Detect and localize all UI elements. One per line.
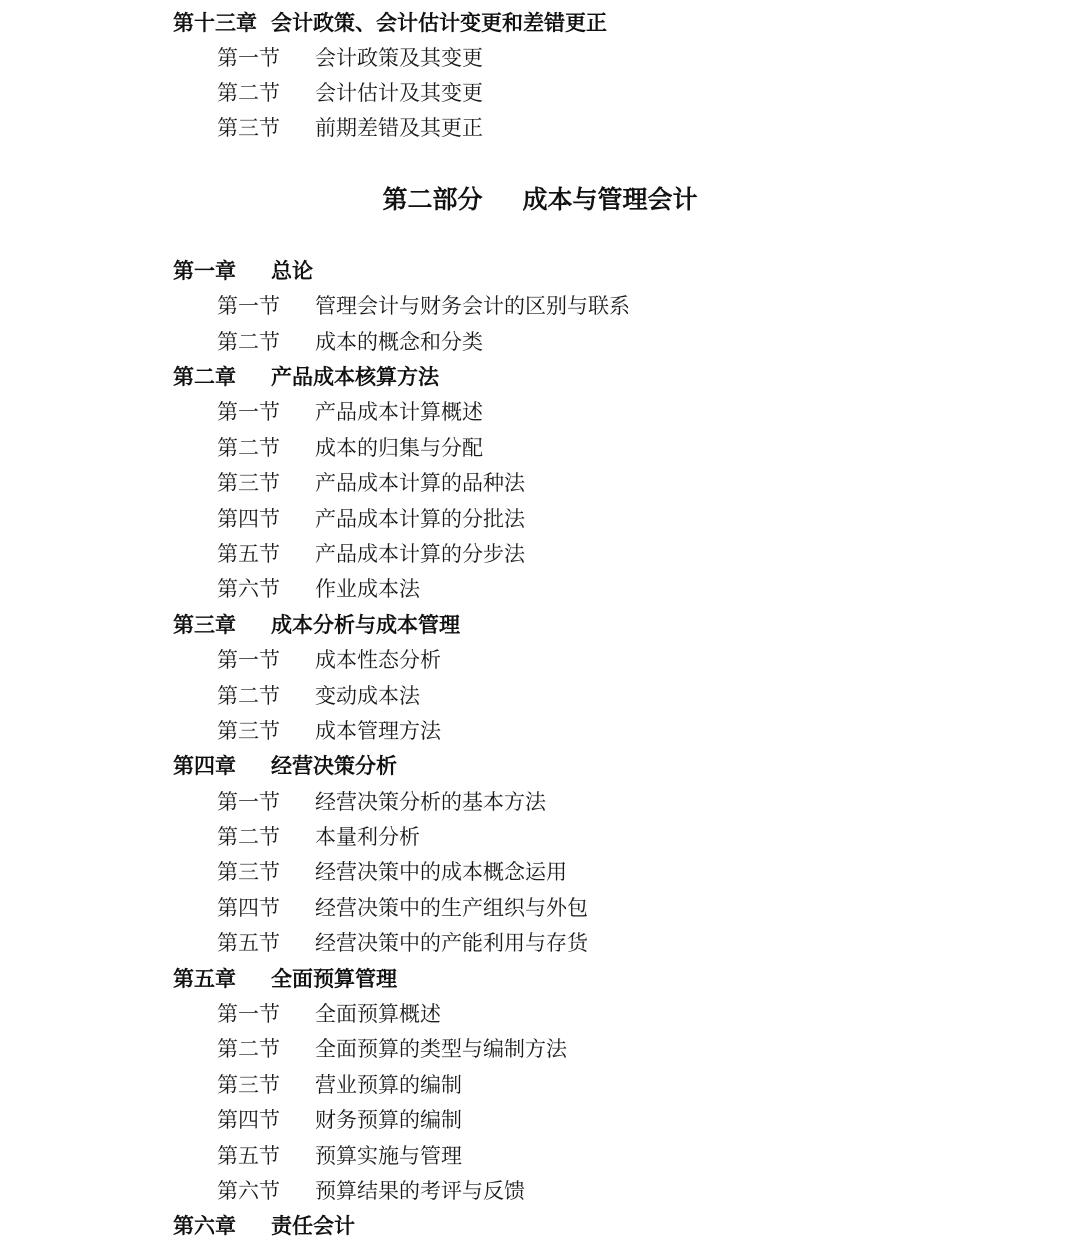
part-number: 第二部分 — [382, 185, 483, 214]
toc-section — [217, 788, 546, 816]
section-title: 营业预算的编制 — [315, 1073, 462, 1097]
toc-section — [217, 1000, 441, 1028]
toc-chapter — [173, 363, 439, 391]
section-title: 全面预算概述 — [315, 1002, 441, 1026]
toc-chapter — [173, 1212, 355, 1240]
toc-section — [217, 328, 483, 356]
toc-section — [217, 1071, 462, 1099]
chapter-title: 产品成本核算方法 — [271, 364, 439, 389]
section-number: 第四节 — [217, 1108, 280, 1132]
chapter-title: 责任会计 — [271, 1213, 355, 1238]
section-title: 产品成本计算的分批法 — [315, 507, 525, 531]
section-title: 成本的归集与分配 — [315, 436, 483, 460]
section-title: 产品成本计算的分步法 — [315, 542, 525, 566]
section-title: 经营决策中的产能利用与存货 — [315, 931, 588, 955]
chapter-title: 经营决策分析 — [271, 753, 397, 778]
chapter-title: 成本分析与成本管理 — [271, 612, 460, 637]
section-number: 第一节 — [217, 46, 280, 70]
toc-chapter — [173, 611, 460, 639]
toc-section — [217, 929, 588, 957]
toc-chapter — [173, 965, 397, 993]
section-number: 第五节 — [217, 931, 280, 955]
section-number: 第三节 — [217, 471, 280, 495]
section-number: 第二节 — [217, 330, 280, 354]
toc-section — [217, 292, 630, 320]
section-number: 第二节 — [217, 684, 280, 708]
section-title: 产品成本计算的品种法 — [315, 471, 525, 495]
section-title: 管理会计与财务会计的区别与联系 — [315, 294, 630, 318]
section-number: 第三节 — [217, 719, 280, 743]
section-number: 第五节 — [217, 542, 280, 566]
chapter-title: 总论 — [271, 258, 313, 283]
section-title: 前期差错及其更正 — [315, 116, 483, 140]
toc-section — [217, 505, 525, 533]
chapter-number: 第五章 — [173, 966, 236, 991]
section-number: 第三节 — [217, 1073, 280, 1097]
chapter-number: 第一章 — [173, 258, 236, 283]
toc-section — [217, 1142, 462, 1170]
section-number: 第一节 — [217, 1002, 280, 1026]
section-number: 第四节 — [217, 507, 280, 531]
section-title: 成本的概念和分类 — [315, 330, 483, 354]
section-title: 预算结果的考评与反馈 — [315, 1179, 525, 1203]
section-number: 第一节 — [217, 790, 280, 814]
section-number: 第一节 — [217, 648, 280, 672]
toc-section — [217, 575, 420, 603]
section-title: 经营决策中的生产组织与外包 — [315, 896, 588, 920]
toc-section — [217, 682, 420, 710]
section-number: 第六节 — [217, 577, 280, 601]
chapter-number: 第六章 — [173, 1213, 236, 1238]
section-title: 会计政策及其变更 — [315, 46, 483, 70]
toc-section — [217, 434, 483, 462]
toc-section — [217, 1177, 525, 1205]
section-number: 第三节 — [217, 860, 280, 884]
section-title: 全面预算的类型与编制方法 — [315, 1037, 567, 1061]
section-title: 会计估计及其变更 — [315, 81, 483, 105]
toc-section — [217, 823, 420, 851]
section-title: 变动成本法 — [315, 684, 420, 708]
section-number: 第一节 — [217, 294, 280, 318]
section-title: 经营决策分析的基本方法 — [315, 790, 546, 814]
toc-section — [217, 1106, 462, 1134]
section-title: 经营决策中的成本概念运用 — [315, 860, 567, 884]
toc-section — [217, 469, 525, 497]
section-number: 第五节 — [217, 1144, 280, 1168]
toc-section — [217, 1035, 567, 1063]
chapter-number: 第四章 — [173, 753, 236, 778]
chapter-number: 第十三章 — [173, 10, 257, 35]
section-number: 第二节 — [217, 825, 280, 849]
toc-section — [217, 717, 441, 745]
toc-section — [217, 540, 525, 568]
toc-chapter — [173, 257, 313, 285]
toc-chapter — [173, 752, 397, 780]
section-title: 产品成本计算概述 — [315, 400, 483, 424]
section-title: 作业成本法 — [315, 577, 420, 601]
section-number: 第四节 — [217, 896, 280, 920]
toc-section — [217, 44, 483, 72]
toc-section — [217, 398, 483, 426]
section-title: 成本管理方法 — [315, 719, 441, 743]
section-title: 财务预算的编制 — [315, 1108, 462, 1132]
toc-section — [217, 114, 483, 142]
part-title: 成本与管理会计 — [522, 185, 698, 214]
section-title: 本量利分析 — [315, 825, 420, 849]
chapter-number: 第三章 — [173, 612, 236, 637]
section-title: 预算实施与管理 — [315, 1144, 462, 1168]
section-title: 成本性态分析 — [315, 648, 441, 672]
toc-part-heading — [0, 184, 1080, 216]
section-number: 第二节 — [217, 436, 280, 460]
chapter-title: 会计政策、会计估计变更和差错更正 — [271, 10, 607, 35]
toc-section — [217, 858, 567, 886]
toc-section — [217, 79, 483, 107]
section-number: 第二节 — [217, 1037, 280, 1061]
section-number: 第一节 — [217, 400, 280, 424]
toc-section — [217, 646, 441, 674]
section-number: 第二节 — [217, 81, 280, 105]
section-number: 第三节 — [217, 116, 280, 140]
chapter-number: 第二章 — [173, 364, 236, 389]
toc-chapter — [173, 9, 607, 37]
section-number: 第六节 — [217, 1179, 280, 1203]
toc-section — [217, 894, 588, 922]
chapter-title: 全面预算管理 — [271, 966, 397, 991]
